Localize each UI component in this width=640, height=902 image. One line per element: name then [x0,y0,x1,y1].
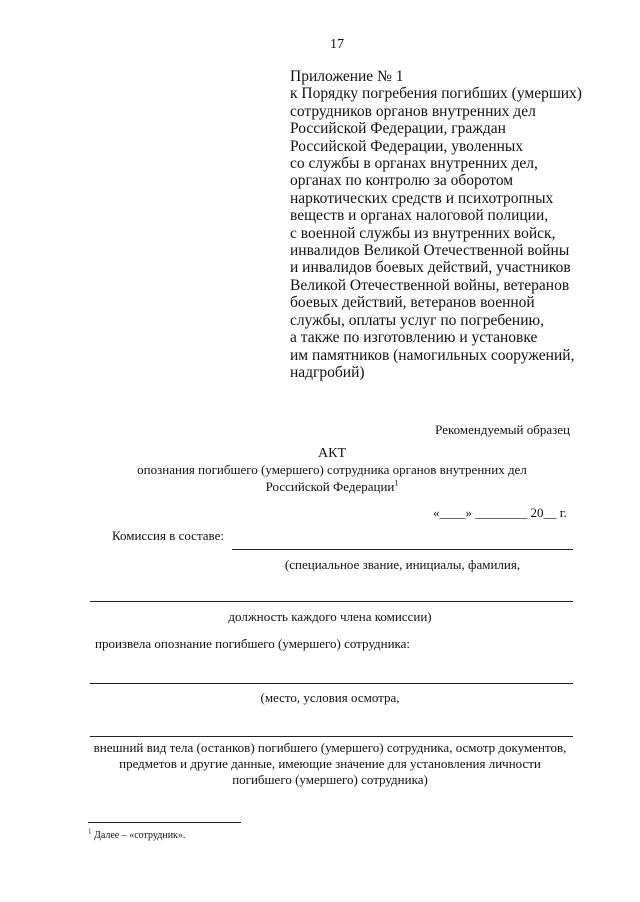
commission-fill-line [232,549,573,550]
identification-caption: (место, условия осмотра, [260,690,400,705]
identification-label: произвела опознание погибшего (умершего) сотрудника: [95,636,411,651]
appendix-line: и инвалидов боевых действий, участников [290,259,571,277]
appendix-line: Российской Федерации, граждан [290,120,506,138]
commission-caption-1: (специальное звание, инициалы, фамилия, [284,557,521,572]
date-field: «____» ________ 20__ г. [433,505,567,520]
appendix-line: надгробий) [290,363,365,381]
appendix-line: органах по контролю за оборотом [290,172,514,190]
commission-fill-line-2 [90,601,573,602]
appendix-line: инвалидов Великой Отечественной войны [290,242,570,260]
act-subtitle-line [0,478,640,495]
page-number: 17 [330,37,344,52]
recommended-sample-label: Рекомендуемый образец [435,422,570,437]
identification-fill-line [90,683,573,684]
appendix-line: Приложение № 1 [290,68,404,85]
appearance-fill-line [90,736,573,737]
commission-caption-2: должность каждого члена комиссии) [228,609,432,624]
appendix-line: сотрудников органов внутренних дел [290,102,536,120]
appendix-line: а также по изготовлению и установке [290,329,538,347]
footnote-separator [88,822,241,823]
appendix-line: службы, оплаты услуг по погребению, [290,311,544,329]
appearance-caption-line: погибшего (умершего) сотрудника) [232,772,428,787]
appearance-caption-line: предметов и другие данные, имеющие значение для установления личности [119,756,541,771]
footnote [88,827,186,841]
appendix-line: Великой Отечественной войны, ветеранов [290,276,570,294]
appendix-line: Российской Федерации, уволенных [290,137,524,155]
act-title: АКТ [318,446,346,461]
act-subtitle-line-text: Российской Федерации [265,479,395,494]
commission-label: Комиссия в составе: [112,528,224,543]
appendix-line: со службы в органах внутренних дел, [290,155,538,173]
appendix-line: к Порядку погребения погибших (умерших) [290,85,582,103]
appendix-line: веществ и органах налоговой полиции, [290,207,549,225]
appearance-caption-line: внешний вид тела (останков) погибшего (умершего) сотрудника, осмотр документов, [93,740,567,755]
footnote-marker: 1 [88,827,92,836]
appendix-header [290,68,610,381]
appendix-line: боевых действий, ветеранов военной [290,294,535,312]
act-subtitle-line: опознания погибшего (умершего) сотрудника органов внутренних дел [137,462,527,477]
footnote-text: Далее – «сотрудник». [91,830,186,841]
appendix-line: наркотических средств и психотропных [290,189,554,207]
appendix-line: с военной службы из внутренних войск, [290,224,556,242]
act-subtitle [0,461,640,495]
appendix-line: им памятников (намогильных сооружений, [290,346,575,364]
footnote-reference: 1 [394,478,399,488]
appearance-caption [80,740,580,788]
